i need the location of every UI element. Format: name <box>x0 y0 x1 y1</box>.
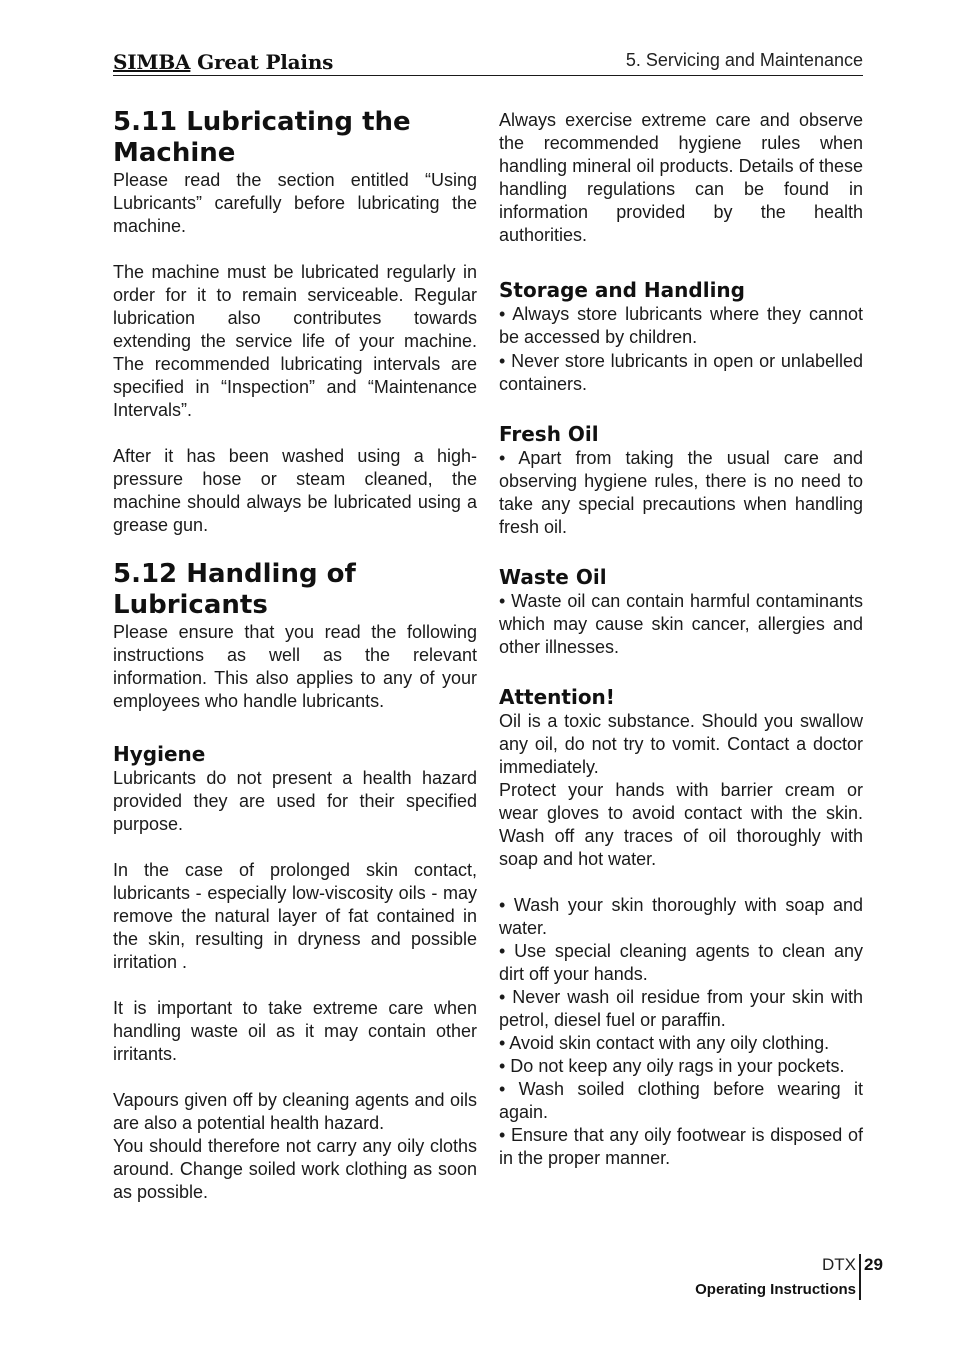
storage-bullet-1: • Always store lubricants where they cannot be accessed by children. <box>499 304 863 347</box>
document-type: Operating Instructions <box>695 1281 856 1298</box>
section-5-11-paragraph-1: Please read the section entitled “Using Lubricants” carefully before lubricating the machine. <box>113 170 477 236</box>
hygiene-paragraph-2: In the case of prolonged skin contact, lubricants - especially low-viscosity oils - may remove the natural layer of fat contained in the skin, resulting in dryness and possible irritation . <box>113 860 477 972</box>
left-column <box>113 107 477 1204</box>
precaution-bullet: • Wash soiled clothing before wearing it again. <box>499 1079 863 1122</box>
brand-simba: SIMBA <box>113 50 191 74</box>
brand-great-plains: Great Plains <box>190 50 334 74</box>
section-5-12-paragraph-1: Please ensure that you read the following instructions as well as the relevant information. This also applies to any of your employees who handle lubricants. <box>113 622 477 711</box>
waste-oil-heading: Waste Oil <box>499 565 607 589</box>
chapter-label: 5. Servicing and Maintenance <box>625 50 863 70</box>
section-5-11-title: 5.11 Lubricating the Machine <box>113 107 411 168</box>
hygiene-paragraph-1: Lubricants do not present a health hazard provided they are used for their specified purpose. <box>113 768 477 834</box>
fresh-oil-heading: Fresh Oil <box>499 422 599 446</box>
precaution-bullet: • Use special cleaning agents to clean any dirt off your hands. <box>499 941 863 984</box>
section-5-11-paragraph-3: After it has been washed using a high-pressure hose or steam cleaned, the machine should always be lubricated using a grease gun. <box>113 446 477 535</box>
hygiene-paragraph-3: It is important to take extreme care when handling waste oil as it may contain other irritants. <box>113 998 477 1064</box>
footer-divider <box>859 1254 861 1300</box>
attention-heading: Attention! <box>499 685 615 709</box>
attention-paragraph-2: Protect your hands with barrier cream or wear gloves to avoid contact with the skin. Wash off any traces of oil thoroughly with soap and hot water. <box>499 780 863 869</box>
product-code: DTX <box>822 1255 856 1274</box>
precaution-bullet: • Wash your skin thoroughly with soap and water. <box>499 895 863 938</box>
hygiene-heading: Hygiene <box>113 742 206 766</box>
page-footer <box>650 1252 890 1302</box>
intro-paragraph: Always exercise extreme care and observe the recommended hygiene rules when handling mineral oil products. Details of these handling regulations can be found in information provided by the health authorities. <box>499 110 863 245</box>
storage-heading: Storage and Handling <box>499 278 745 302</box>
section-5-11-paragraph-2: The machine must be lubricated regularly in order for it to remain serviceable. Regular lubrication also contributes towards extending the service life of your machine. The recommended lubricating intervals are specified in “Inspection” and “Maintenance Intervals”. <box>113 262 477 420</box>
fresh-oil-bullet: • Apart from taking the usual care and observing hygiene rules, there is no need to take any special precautions when handling fresh oil. <box>499 448 863 537</box>
right-column <box>499 109 863 1170</box>
page-number: 29 <box>864 1255 883 1274</box>
waste-oil-bullet: • Waste oil can contain harmful contaminants which may cause skin cancer, allergies and other illnesses. <box>499 591 863 657</box>
section-5-12-title: 5.12 Handling of Lubricants <box>113 559 356 620</box>
precaution-bullet: • Avoid skin contact with any oily clothing. <box>499 1033 830 1053</box>
hygiene-paragraph-4: Vapours given off by cleaning agents and oils are also a potential health hazard. <box>113 1090 477 1133</box>
precaution-bullet: • Ensure that any oily footwear is disposed of in the proper manner. <box>499 1125 863 1168</box>
brand-logo <box>113 50 333 74</box>
precaution-bullet: • Do not keep any oily rags in your pockets. <box>499 1056 845 1076</box>
page-header <box>113 48 863 76</box>
storage-bullet-2: • Never store lubricants in open or unlabelled containers. <box>499 351 863 394</box>
attention-paragraph-1: Oil is a toxic substance. Should you swallow any oil, do not try to vomit. Contact a doctor immediately. <box>499 711 863 777</box>
hygiene-paragraph-5: You should therefore not carry any oily cloths around. Change soiled work clothing as soon as possible. <box>113 1136 477 1202</box>
precaution-bullet: • Never wash oil residue from your skin with petrol, diesel fuel or paraffin. <box>499 987 863 1030</box>
